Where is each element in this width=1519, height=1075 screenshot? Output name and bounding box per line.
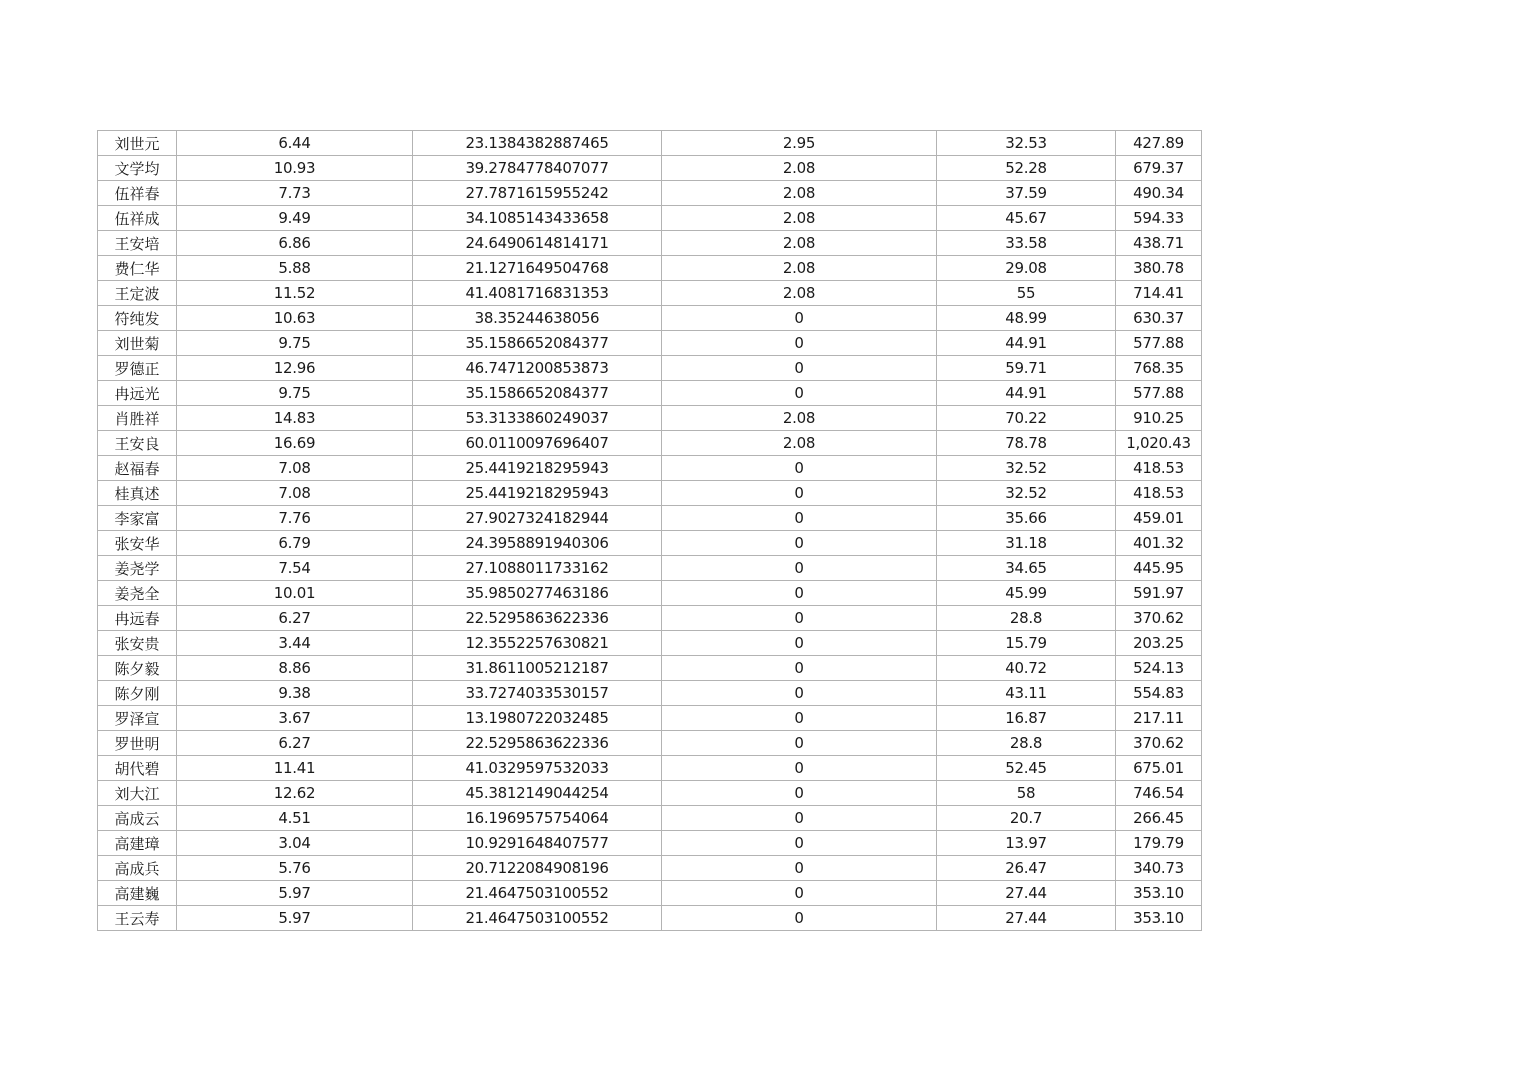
value-cell-4: 31.18	[937, 531, 1116, 556]
value-cell-2: 35.9850277463186	[413, 581, 662, 606]
value-cell-1: 6.44	[177, 131, 413, 156]
value-cell-2: 35.1586652084377	[413, 331, 662, 356]
value-cell-3: 2.08	[662, 256, 937, 281]
value-cell-3: 2.08	[662, 406, 937, 431]
value-cell-4: 26.47	[937, 856, 1116, 881]
value-cell-4: 58	[937, 781, 1116, 806]
value-cell-5: 418.53	[1116, 456, 1202, 481]
table-row	[98, 206, 1202, 231]
value-cell-2: 35.1586652084377	[413, 381, 662, 406]
value-cell-3: 0	[662, 856, 937, 881]
table-row	[98, 431, 1202, 456]
table-row	[98, 706, 1202, 731]
value-cell-3: 2.08	[662, 156, 937, 181]
value-cell-3: 2.08	[662, 206, 937, 231]
table-row	[98, 631, 1202, 656]
table-row	[98, 781, 1202, 806]
value-cell-4: 28.8	[937, 731, 1116, 756]
value-cell-5: 445.95	[1116, 556, 1202, 581]
value-cell-5: 353.10	[1116, 881, 1202, 906]
value-cell-3: 0	[662, 831, 937, 856]
value-cell-4: 13.97	[937, 831, 1116, 856]
value-cell-4: 52.45	[937, 756, 1116, 781]
value-cell-2: 34.1085143433658	[413, 206, 662, 231]
value-cell-1: 7.73	[177, 181, 413, 206]
value-cell-5: 746.54	[1116, 781, 1202, 806]
table-row	[98, 831, 1202, 856]
name-cell: 伍祥成	[98, 206, 177, 231]
value-cell-1: 5.76	[177, 856, 413, 881]
table-row	[98, 131, 1202, 156]
name-cell: 姜尧全	[98, 581, 177, 606]
value-cell-5: 524.13	[1116, 656, 1202, 681]
value-cell-5: 203.25	[1116, 631, 1202, 656]
value-cell-4: 78.78	[937, 431, 1116, 456]
value-cell-3: 0	[662, 506, 937, 531]
value-cell-4: 48.99	[937, 306, 1116, 331]
value-cell-5: 591.97	[1116, 581, 1202, 606]
value-cell-3: 0	[662, 731, 937, 756]
name-cell: 陈夕毅	[98, 656, 177, 681]
value-cell-1: 5.97	[177, 881, 413, 906]
value-cell-2: 27.7871615955242	[413, 181, 662, 206]
value-cell-3: 2.08	[662, 181, 937, 206]
value-cell-2: 60.0110097696407	[413, 431, 662, 456]
name-cell: 高成兵	[98, 856, 177, 881]
value-cell-4: 20.7	[937, 806, 1116, 831]
value-cell-3: 2.95	[662, 131, 937, 156]
value-cell-1: 7.54	[177, 556, 413, 581]
name-cell: 刘大江	[98, 781, 177, 806]
table-row	[98, 881, 1202, 906]
value-cell-5: 418.53	[1116, 481, 1202, 506]
name-cell: 冉远光	[98, 381, 177, 406]
name-cell: 刘世菊	[98, 331, 177, 356]
value-cell-3: 2.08	[662, 281, 937, 306]
name-cell: 李家富	[98, 506, 177, 531]
value-cell-4: 52.28	[937, 156, 1116, 181]
value-cell-4: 16.87	[937, 706, 1116, 731]
value-cell-5: 577.88	[1116, 381, 1202, 406]
value-cell-4: 33.58	[937, 231, 1116, 256]
name-cell: 肖胜祥	[98, 406, 177, 431]
value-cell-4: 44.91	[937, 381, 1116, 406]
value-cell-2: 41.0329597532033	[413, 756, 662, 781]
value-cell-2: 10.9291648407577	[413, 831, 662, 856]
value-cell-2: 27.1088011733162	[413, 556, 662, 581]
table-row	[98, 281, 1202, 306]
value-cell-5: 910.25	[1116, 406, 1202, 431]
table-row	[98, 306, 1202, 331]
value-cell-3: 0	[662, 631, 937, 656]
value-cell-5: 401.32	[1116, 531, 1202, 556]
table-row	[98, 756, 1202, 781]
value-cell-2: 13.1980722032485	[413, 706, 662, 731]
name-cell: 胡代碧	[98, 756, 177, 781]
value-cell-3: 2.08	[662, 231, 937, 256]
name-cell: 高建璋	[98, 831, 177, 856]
value-cell-4: 55	[937, 281, 1116, 306]
value-cell-2: 45.3812149044254	[413, 781, 662, 806]
name-cell: 王云寿	[98, 906, 177, 931]
table-row	[98, 906, 1202, 931]
value-cell-5: 577.88	[1116, 331, 1202, 356]
value-cell-2: 21.1271649504768	[413, 256, 662, 281]
value-cell-1: 3.67	[177, 706, 413, 731]
table-row	[98, 256, 1202, 281]
name-cell: 刘世元	[98, 131, 177, 156]
value-cell-1: 8.86	[177, 656, 413, 681]
value-cell-4: 70.22	[937, 406, 1116, 431]
name-cell: 赵福春	[98, 456, 177, 481]
table-row	[98, 231, 1202, 256]
value-cell-1: 10.63	[177, 306, 413, 331]
value-cell-3: 2.08	[662, 431, 937, 456]
name-cell: 桂真述	[98, 481, 177, 506]
table-row	[98, 331, 1202, 356]
value-cell-1: 5.88	[177, 256, 413, 281]
name-cell: 王安良	[98, 431, 177, 456]
value-cell-2: 46.7471200853873	[413, 356, 662, 381]
value-cell-3: 0	[662, 381, 937, 406]
value-cell-2: 20.7122084908196	[413, 856, 662, 881]
value-cell-2: 33.7274033530157	[413, 681, 662, 706]
value-cell-3: 0	[662, 781, 937, 806]
name-cell: 高建巍	[98, 881, 177, 906]
value-cell-4: 44.91	[937, 331, 1116, 356]
value-cell-4: 27.44	[937, 881, 1116, 906]
value-cell-5: 266.45	[1116, 806, 1202, 831]
value-cell-5: 380.78	[1116, 256, 1202, 281]
value-cell-1: 12.62	[177, 781, 413, 806]
name-cell: 王安培	[98, 231, 177, 256]
value-cell-3: 0	[662, 581, 937, 606]
value-cell-1: 9.49	[177, 206, 413, 231]
value-cell-2: 12.3552257630821	[413, 631, 662, 656]
table-row	[98, 156, 1202, 181]
table-row	[98, 681, 1202, 706]
value-cell-2: 21.4647503100552	[413, 906, 662, 931]
table-row	[98, 481, 1202, 506]
value-cell-2: 27.9027324182944	[413, 506, 662, 531]
value-cell-3: 0	[662, 706, 937, 731]
table-body	[98, 131, 1202, 931]
value-cell-2: 22.5295863622336	[413, 731, 662, 756]
value-cell-4: 32.53	[937, 131, 1116, 156]
value-cell-4: 32.52	[937, 481, 1116, 506]
value-cell-2: 24.3958891940306	[413, 531, 662, 556]
table-row	[98, 531, 1202, 556]
value-cell-1: 10.01	[177, 581, 413, 606]
value-cell-2: 22.5295863622336	[413, 606, 662, 631]
value-cell-3: 0	[662, 906, 937, 931]
value-cell-5: 679.37	[1116, 156, 1202, 181]
table-row	[98, 506, 1202, 531]
value-cell-3: 0	[662, 331, 937, 356]
value-cell-1: 16.69	[177, 431, 413, 456]
value-cell-4: 45.99	[937, 581, 1116, 606]
value-cell-2: 41.4081716831353	[413, 281, 662, 306]
value-cell-1: 10.93	[177, 156, 413, 181]
table-row	[98, 181, 1202, 206]
name-cell: 文学均	[98, 156, 177, 181]
value-cell-1: 7.76	[177, 506, 413, 531]
value-cell-5: 554.83	[1116, 681, 1202, 706]
value-cell-4: 59.71	[937, 356, 1116, 381]
value-cell-5: 340.73	[1116, 856, 1202, 881]
value-cell-4: 15.79	[937, 631, 1116, 656]
value-cell-2: 31.8611005212187	[413, 656, 662, 681]
value-cell-3: 0	[662, 881, 937, 906]
name-cell: 王定波	[98, 281, 177, 306]
table-row	[98, 856, 1202, 881]
value-cell-5: 594.33	[1116, 206, 1202, 231]
value-cell-1: 14.83	[177, 406, 413, 431]
value-cell-4: 34.65	[937, 556, 1116, 581]
value-cell-2: 39.2784778407077	[413, 156, 662, 181]
value-cell-5: 1,020.43	[1116, 431, 1202, 456]
value-cell-1: 9.75	[177, 331, 413, 356]
value-cell-1: 6.27	[177, 731, 413, 756]
value-cell-5: 353.10	[1116, 906, 1202, 931]
value-cell-1: 9.38	[177, 681, 413, 706]
name-cell: 姜尧学	[98, 556, 177, 581]
value-cell-5: 714.41	[1116, 281, 1202, 306]
name-cell: 冉远春	[98, 606, 177, 631]
value-cell-5: 427.89	[1116, 131, 1202, 156]
name-cell: 费仁华	[98, 256, 177, 281]
value-cell-5: 459.01	[1116, 506, 1202, 531]
value-cell-3: 0	[662, 306, 937, 331]
value-cell-4: 43.11	[937, 681, 1116, 706]
value-cell-4: 32.52	[937, 456, 1116, 481]
name-cell: 陈夕刚	[98, 681, 177, 706]
name-cell: 罗世明	[98, 731, 177, 756]
value-cell-5: 438.71	[1116, 231, 1202, 256]
value-cell-1: 7.08	[177, 481, 413, 506]
value-cell-2: 24.6490614814171	[413, 231, 662, 256]
table-row	[98, 556, 1202, 581]
value-cell-1: 4.51	[177, 806, 413, 831]
name-cell: 罗德正	[98, 356, 177, 381]
table-row	[98, 656, 1202, 681]
value-cell-2: 53.3133860249037	[413, 406, 662, 431]
value-cell-2: 38.35244638056	[413, 306, 662, 331]
value-cell-4: 28.8	[937, 606, 1116, 631]
value-cell-1: 6.27	[177, 606, 413, 631]
value-cell-5: 370.62	[1116, 731, 1202, 756]
table-row	[98, 581, 1202, 606]
value-cell-3: 0	[662, 606, 937, 631]
value-cell-3: 0	[662, 456, 937, 481]
value-cell-2: 25.4419218295943	[413, 456, 662, 481]
value-cell-4: 27.44	[937, 906, 1116, 931]
name-cell: 罗泽宣	[98, 706, 177, 731]
value-cell-2: 16.1969575754064	[413, 806, 662, 831]
value-cell-1: 11.41	[177, 756, 413, 781]
value-cell-5: 217.11	[1116, 706, 1202, 731]
value-cell-3: 0	[662, 556, 937, 581]
value-cell-1: 9.75	[177, 381, 413, 406]
value-cell-4: 37.59	[937, 181, 1116, 206]
value-cell-4: 45.67	[937, 206, 1116, 231]
value-cell-5: 630.37	[1116, 306, 1202, 331]
data-table	[97, 130, 1202, 931]
table-row	[98, 806, 1202, 831]
value-cell-5: 179.79	[1116, 831, 1202, 856]
value-cell-5: 490.34	[1116, 181, 1202, 206]
value-cell-4: 29.08	[937, 256, 1116, 281]
value-cell-3: 0	[662, 531, 937, 556]
value-cell-3: 0	[662, 756, 937, 781]
value-cell-3: 0	[662, 656, 937, 681]
value-cell-4: 35.66	[937, 506, 1116, 531]
value-cell-1: 6.86	[177, 231, 413, 256]
value-cell-4: 40.72	[937, 656, 1116, 681]
table-row	[98, 381, 1202, 406]
value-cell-1: 5.97	[177, 906, 413, 931]
name-cell: 张安华	[98, 531, 177, 556]
value-cell-2: 21.4647503100552	[413, 881, 662, 906]
value-cell-1: 7.08	[177, 456, 413, 481]
value-cell-1: 3.44	[177, 631, 413, 656]
value-cell-1: 6.79	[177, 531, 413, 556]
value-cell-2: 25.4419218295943	[413, 481, 662, 506]
value-cell-1: 12.96	[177, 356, 413, 381]
value-cell-3: 0	[662, 806, 937, 831]
name-cell: 符纯发	[98, 306, 177, 331]
value-cell-1: 11.52	[177, 281, 413, 306]
table-row	[98, 731, 1202, 756]
value-cell-3: 0	[662, 681, 937, 706]
table-row	[98, 356, 1202, 381]
value-cell-5: 370.62	[1116, 606, 1202, 631]
value-cell-2: 23.1384382887465	[413, 131, 662, 156]
value-cell-5: 768.35	[1116, 356, 1202, 381]
value-cell-3: 0	[662, 481, 937, 506]
table-row	[98, 456, 1202, 481]
value-cell-3: 0	[662, 356, 937, 381]
value-cell-5: 675.01	[1116, 756, 1202, 781]
name-cell: 伍祥春	[98, 181, 177, 206]
table-row	[98, 606, 1202, 631]
table-row	[98, 406, 1202, 431]
value-cell-1: 3.04	[177, 831, 413, 856]
name-cell: 高成云	[98, 806, 177, 831]
name-cell: 张安贵	[98, 631, 177, 656]
